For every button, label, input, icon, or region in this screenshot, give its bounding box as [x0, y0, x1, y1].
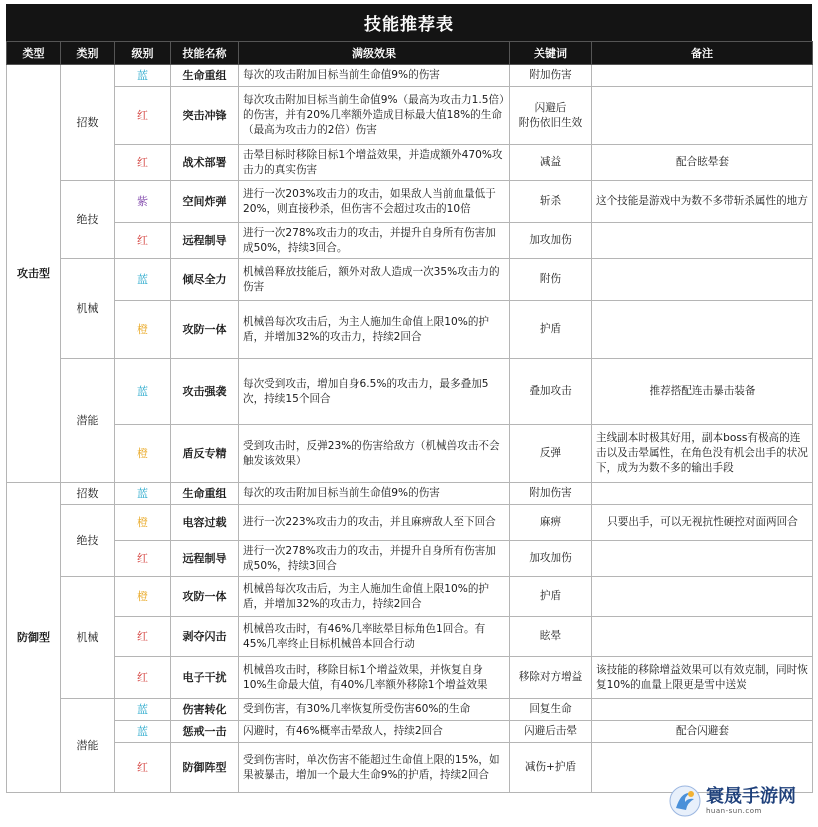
level-badge: 红 — [115, 145, 171, 181]
table-row — [7, 223, 813, 259]
skill-name: 电子干扰 — [171, 657, 239, 699]
skill-note — [592, 87, 813, 145]
skill-effect: 受到伤害时，单次伤害不能超过生命值上限的15%，如果被暴击，增加一个最大生命9%的护盾，持续2回合 — [239, 743, 510, 793]
skill-keyword: 减益 — [510, 145, 592, 181]
skill-effect: 进行一次203%攻击力的攻击，如果敌人当前血量低于20%，则直接秒杀，但伤害不会超过攻击的10倍 — [239, 181, 510, 223]
header-keyword: 关键词 — [510, 42, 592, 65]
skill-note: 推荐搭配连击暴击装备 — [592, 359, 813, 425]
skill-name: 攻防一体 — [171, 577, 239, 617]
category-cell: 绝技 — [61, 181, 115, 259]
skill-keyword: 麻痹 — [510, 505, 592, 541]
header-skill-name: 技能名称 — [171, 42, 239, 65]
table-row — [7, 483, 813, 505]
skill-note — [592, 617, 813, 657]
skill-keyword: 附加伤害 — [510, 483, 592, 505]
level-badge: 蓝 — [115, 699, 171, 721]
skill-name: 空间炸弹 — [171, 181, 239, 223]
table-row — [7, 87, 813, 145]
skill-name: 远程制导 — [171, 541, 239, 577]
skill-note — [592, 541, 813, 577]
skill-effect: 每次攻击附加目标当前生命值9%（最高为攻击力1.5倍）的伤害，并有20%几率额外造成目标最大值18%的生命（最高为攻击力的2倍）伤害 — [239, 87, 510, 145]
skill-name: 剥夺闪击 — [171, 617, 239, 657]
header-type: 类型 — [7, 42, 61, 65]
skill-note: 配合眩晕套 — [592, 145, 813, 181]
header-effect: 满级效果 — [239, 42, 510, 65]
skill-effect: 击晕目标时移除目标1个增益效果，并造成额外470%攻击力的真实伤害 — [239, 145, 510, 181]
skill-effect: 每次的攻击附加目标当前生命值9%的伤害 — [239, 65, 510, 87]
skill-name: 伤害转化 — [171, 699, 239, 721]
skill-keyword: 叠加攻击 — [510, 359, 592, 425]
watermark — [668, 779, 808, 823]
skill-effect: 闪避时，有46%概率击晕敌人，持续2回合 — [239, 721, 510, 743]
category-cell: 机械 — [61, 259, 115, 359]
table-row — [7, 505, 813, 541]
skill-note — [592, 223, 813, 259]
category-cell: 潜能 — [61, 699, 115, 793]
skill-keyword: 护盾 — [510, 301, 592, 359]
level-badge: 红 — [115, 617, 171, 657]
table-row — [7, 721, 813, 743]
level-badge: 蓝 — [115, 359, 171, 425]
table-row — [7, 145, 813, 181]
watermark-domain: huan-sun.com — [706, 807, 762, 815]
skill-effect: 机械兽每次攻击后，为主人施加生命值上限10%的护盾，并增加32%的攻击力，持续2回合 — [239, 301, 510, 359]
skill-keyword: 减伤+护盾 — [510, 743, 592, 793]
skill-name: 倾尽全力 — [171, 259, 239, 301]
skill-name: 战术部署 — [171, 145, 239, 181]
level-badge: 蓝 — [115, 65, 171, 87]
skill-note — [592, 483, 813, 505]
level-badge: 红 — [115, 541, 171, 577]
skill-effect: 受到攻击时，反弹23%的伤害给敌方（机械兽攻击不会触发该效果） — [239, 425, 510, 483]
skill-note — [592, 301, 813, 359]
skill-name: 电容过载 — [171, 505, 239, 541]
skill-effect: 机械兽攻击时，移除目标1个增益效果，并恢复自身10%生命最大值，有40%几率额外移除1个增益效果 — [239, 657, 510, 699]
table-row — [7, 577, 813, 617]
skill-effect: 每次的攻击附加目标当前生命值9%的伤害 — [239, 483, 510, 505]
skill-name: 攻防一体 — [171, 301, 239, 359]
skill-effect: 进行一次278%攻击力的攻击，并提升自身所有伤害加成50%，持续3回合 — [239, 541, 510, 577]
header-level: 级别 — [115, 42, 171, 65]
skill-name: 生命重组 — [171, 483, 239, 505]
skill-note: 配合闪避套 — [592, 721, 813, 743]
table-row — [7, 699, 813, 721]
category-cell: 招数 — [61, 65, 115, 181]
level-badge: 橙 — [115, 301, 171, 359]
skill-keyword: 眩晕 — [510, 617, 592, 657]
skill-effect: 每次受到攻击，增加自身6.5%的攻击力，最多叠加5次，持续15个回合 — [239, 359, 510, 425]
skill-name: 生命重组 — [171, 65, 239, 87]
skill-note — [592, 259, 813, 301]
skill-effect: 受到伤害，有30%几率恢复所受伤害60%的生命 — [239, 699, 510, 721]
skill-keyword: 闪避后击晕 — [510, 721, 592, 743]
skill-keyword: 反弹 — [510, 425, 592, 483]
skill-name: 远程制导 — [171, 223, 239, 259]
skill-note — [592, 577, 813, 617]
brand-logo-icon — [668, 784, 702, 818]
level-badge: 橙 — [115, 425, 171, 483]
table-row — [7, 359, 813, 425]
category-cell: 潜能 — [61, 359, 115, 483]
header-category: 类别 — [61, 42, 115, 65]
table-row — [7, 541, 813, 577]
level-badge: 蓝 — [115, 483, 171, 505]
skill-effect: 机械兽攻击时，有46%几率眩晕目标角色1回合。有45%几率终止目标机械兽本回合行动 — [239, 617, 510, 657]
header-note: 备注 — [592, 42, 813, 65]
skill-note: 只要出手，可以无视抗性硬控对面两回合 — [592, 505, 813, 541]
level-badge: 蓝 — [115, 259, 171, 301]
skill-name: 盾反专精 — [171, 425, 239, 483]
table-row — [7, 181, 813, 223]
skill-keyword: 护盾 — [510, 577, 592, 617]
category-cell: 招数 — [61, 483, 115, 505]
skill-note — [592, 699, 813, 721]
skill-keyword: 附加伤害 — [510, 65, 592, 87]
skill-keyword: 移除对方增益 — [510, 657, 592, 699]
skill-note — [592, 65, 813, 87]
skill-table — [6, 41, 813, 793]
skill-keyword: 闪避后 附伤依旧生效 — [510, 87, 592, 145]
table-row — [7, 425, 813, 483]
skill-keyword: 加攻加伤 — [510, 541, 592, 577]
watermark-brand: 寰晟手游网 — [706, 786, 796, 807]
skill-keyword: 斩杀 — [510, 181, 592, 223]
skill-effect: 进行一次223%攻击力的攻击，并且麻痹敌人至下回合 — [239, 505, 510, 541]
type-cell: 防御型 — [7, 483, 61, 793]
table-row — [7, 657, 813, 699]
skill-name: 防御阵型 — [171, 743, 239, 793]
skill-note: 主线副本时极其好用，副本boss有极高的连击以及击晕属性，在角色没有机会出手的状况下，成为为数不多的输出手段 — [592, 425, 813, 483]
level-badge: 红 — [115, 223, 171, 259]
skill-note: 该技能的移除增益效果可以有效克制，同时恢复10%的血量上限更是雪中送炭 — [592, 657, 813, 699]
skill-name: 惩戒一击 — [171, 721, 239, 743]
table-row — [7, 617, 813, 657]
table-row — [7, 301, 813, 359]
level-badge: 紫 — [115, 181, 171, 223]
category-cell: 绝技 — [61, 505, 115, 577]
skill-effect: 机械兽每次攻击后，为主人施加生命值上限10%的护盾，并增加32%的攻击力，持续2回合 — [239, 577, 510, 617]
category-cell: 机械 — [61, 577, 115, 699]
level-badge: 红 — [115, 657, 171, 699]
skill-name: 攻击强袭 — [171, 359, 239, 425]
skill-effect: 机械兽释放技能后，额外对敌人造成一次35%攻击力的伤害 — [239, 259, 510, 301]
level-badge: 红 — [115, 87, 171, 145]
table-title: 技能推荐表 — [6, 4, 812, 41]
skill-name: 突击冲锋 — [171, 87, 239, 145]
table-row — [7, 259, 813, 301]
level-badge: 红 — [115, 743, 171, 793]
table-row — [7, 65, 813, 87]
level-badge: 蓝 — [115, 721, 171, 743]
skill-keyword: 附伤 — [510, 259, 592, 301]
skill-note: 这个技能是游戏中为数不多带斩杀属性的地方 — [592, 181, 813, 223]
level-badge: 橙 — [115, 577, 171, 617]
header-row — [7, 42, 813, 65]
skill-keyword: 加攻加伤 — [510, 223, 592, 259]
skill-keyword: 回复生命 — [510, 699, 592, 721]
skill-effect: 进行一次278%攻击力的攻击，并提升自身所有伤害加成50%，持续3回合。 — [239, 223, 510, 259]
type-cell: 攻击型 — [7, 65, 61, 483]
level-badge: 橙 — [115, 505, 171, 541]
